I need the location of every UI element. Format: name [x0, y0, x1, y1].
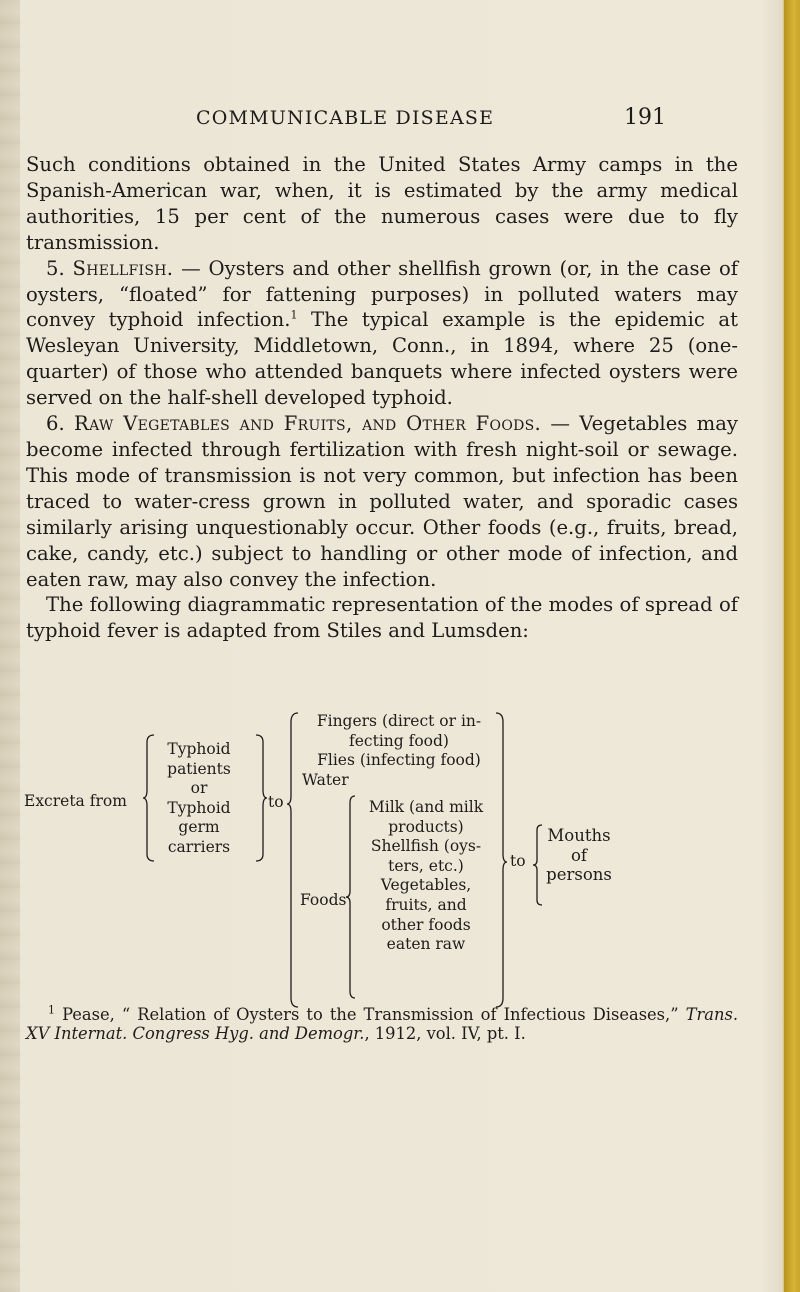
diagram-to-2: to [510, 852, 526, 870]
diagram-excreta-label: Excreta from [24, 792, 127, 810]
food-line: Milk (and milk [368, 798, 484, 816]
footnote [26, 1005, 738, 1043]
source-line: germ [178, 818, 220, 837]
running-head-title: COMMUNICABLE DISEASE [196, 107, 495, 129]
section-number: 5. [46, 256, 65, 280]
footnote-rest: , 1912, vol. IV, pt. I. [364, 1024, 526, 1043]
paragraph-diagram-intro: The following diagrammatic representation of the modes of spread of typhoid fever is adapted from Stiles and Lumsden: [26, 593, 738, 643]
source-line: or [190, 779, 208, 798]
section-number: 6. [46, 412, 65, 436]
diagram-destination [540, 826, 618, 885]
shellfish-text-b: The typical example is the epidemic at Wesleyan University, Middletown, Conn., in 1894, where 25 (one-quarter) of those who attended banquets where infected oysters were served on the half-shell developed typhoid. [26, 308, 738, 410]
footnote-author: Pease, “ Relation of Oysters to the Transmission of Infectious Diseases,” [55, 1005, 686, 1024]
section-heading-shellfish: Shellfish. [72, 256, 174, 280]
raw-vegetables-text: — Vegetables may become infected through fertilization with fresh night-soil or sewage. This mode of transmission is not very common, but infection has been traced to water-cress grown in polluted water, and sporadic cases similarly arising unquestionably occur. Other foods (e.g., fruits, bread, cake, candy, etc.) subject to handling or other mode of infection, and eaten raw, may also convey the infection. [26, 412, 738, 591]
source-line: patients [167, 759, 231, 778]
vehicle-line: Flies (infecting food) [317, 751, 481, 770]
diagram-food-items [352, 798, 500, 955]
source-line: Typhoid [167, 798, 231, 817]
destination-line: Mouths [547, 826, 611, 845]
destination-line: of [570, 845, 588, 865]
footnote-marker: 1 [48, 1003, 55, 1017]
food-line: Shellfish (oys- [370, 837, 482, 856]
shellfish-text-a: — Oysters and other shellfish grown (or, in the case of oysters, “floated” for fattening purposes) in polluted waters may convey typhoid infection. [26, 256, 739, 332]
source-line: carriers [167, 837, 231, 856]
footnote-journal: Trans. XV Internat. Congress Hyg. and Demogr. [26, 1005, 738, 1043]
food-line: eaten raw [386, 935, 466, 954]
vehicle-line: fecting food) [349, 731, 449, 750]
source-line: Typhoid [167, 740, 231, 758]
right-brace-vehicles [494, 712, 508, 1008]
footnote-text [26, 1005, 738, 1043]
food-line: other foods [381, 915, 471, 934]
diagram-sources [143, 740, 255, 858]
vehicle-water: Water [302, 771, 349, 789]
diagram-to-1: to [268, 793, 284, 811]
food-line: fruits, and [385, 895, 467, 914]
diagram-vehicles [298, 712, 500, 771]
diagram-foods-label: Foods [300, 891, 347, 909]
vehicle-line: Fingers (direct or in- [316, 712, 482, 730]
destination-line: persons [546, 865, 612, 885]
section-heading-raw-vegetables: Raw Vegetables and Fruits, and Other Foods. [74, 412, 542, 436]
footnote-reference: 1 [290, 308, 298, 322]
page-number: 191 [624, 105, 666, 130]
food-line: products) [388, 817, 464, 836]
right-brace-sources [254, 734, 268, 862]
food-line: ters, etc.) [388, 856, 464, 875]
food-line: Vegetables, [380, 876, 472, 895]
paragraph-fly-transmission: Such conditions obtained in the United States Army camps in the Spanish-American war, when, it is estimated by the army medical authorities, 15 per cent of the numerous cases were due to fly transmission. [26, 153, 738, 254]
